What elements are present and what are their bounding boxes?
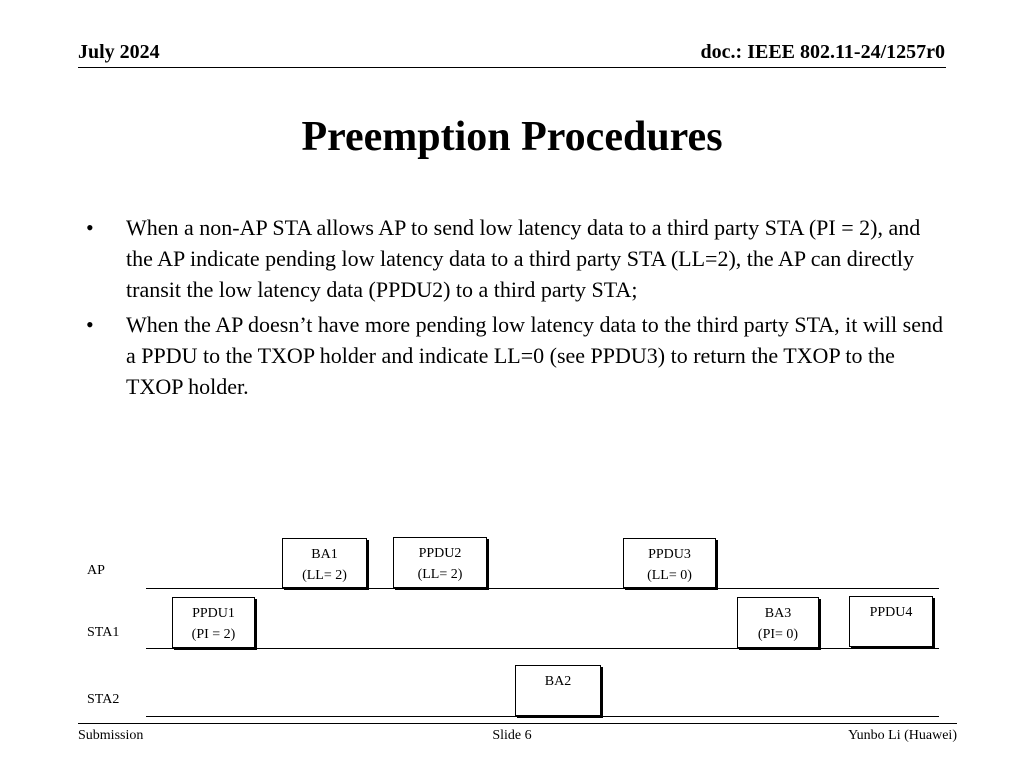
bullet-marker: • <box>86 312 94 337</box>
frame-ppdu4 <box>849 596 933 647</box>
frame-ppdu1-label: PPDU1 <box>192 606 235 621</box>
frame-ppdu2 <box>393 537 487 588</box>
frame-ppdu3-detail: (LL= 0) <box>647 568 692 583</box>
frame-ppdu2-label: PPDU2 <box>418 546 462 561</box>
lane-line-ap <box>146 588 939 589</box>
frame-ppdu3 <box>623 538 716 588</box>
slide-title: Preemption Procedures <box>301 114 723 160</box>
frame-ba3 <box>737 597 819 648</box>
header-doc-id: doc.: IEEE 802.11-24/1257r0 <box>700 41 945 63</box>
lane-line-sta2 <box>146 716 939 717</box>
frame-ba3-detail: (PI= 0) <box>757 627 799 642</box>
header-divider <box>78 67 946 68</box>
lane-label-sta2: STA2 <box>87 692 120 707</box>
bullet-marker: • <box>86 215 94 240</box>
bullet-list <box>86 212 946 406</box>
frame-ba1-label: BA1 <box>311 547 338 562</box>
frame-ppdu1-detail: (PI = 2) <box>191 627 236 642</box>
footer-divider <box>78 723 957 724</box>
footer-slide-number: Slide 6 <box>492 728 532 743</box>
frame-ppdu4-label: PPDU4 <box>869 605 913 620</box>
footer-submission: Submission <box>78 728 144 743</box>
frame-ppdu1 <box>172 597 255 648</box>
frame-ba2 <box>515 665 601 716</box>
frame-ba2-label: BA2 <box>544 674 572 689</box>
frame-ppdu2-detail: (LL= 2) <box>417 567 463 582</box>
bullet-item <box>86 309 946 402</box>
bullet-text: When a non-AP STA allows AP to send low latency data to a third party STA (PI = 2), and the AP indicate pending low latency data to a third party STA (LL=2), the AP can directly transit the low latency data (PPDU2) to a third party STA; <box>126 215 921 302</box>
footer-author: Yunbo Li (Huawei) <box>848 728 957 743</box>
bullet-item <box>86 212 946 305</box>
frame-ba1-detail: (LL= 2) <box>302 568 347 583</box>
lane-label-ap: AP <box>87 563 105 578</box>
lane-label-sta1: STA1 <box>87 625 120 640</box>
frame-ppdu3-label: PPDU3 <box>648 547 691 562</box>
header-date: July 2024 <box>78 41 160 63</box>
bullet-text: When the AP doesn’t have more pending low latency data to the third party STA, it will send a PPDU to the TXOP holder and indicate LL=0 (see PPDU3) to return the TXOP to the TXOP holder. <box>126 312 943 399</box>
frame-ba1 <box>282 538 367 588</box>
lane-line-sta1 <box>146 648 939 649</box>
frame-ba3-label: BA3 <box>764 606 792 621</box>
